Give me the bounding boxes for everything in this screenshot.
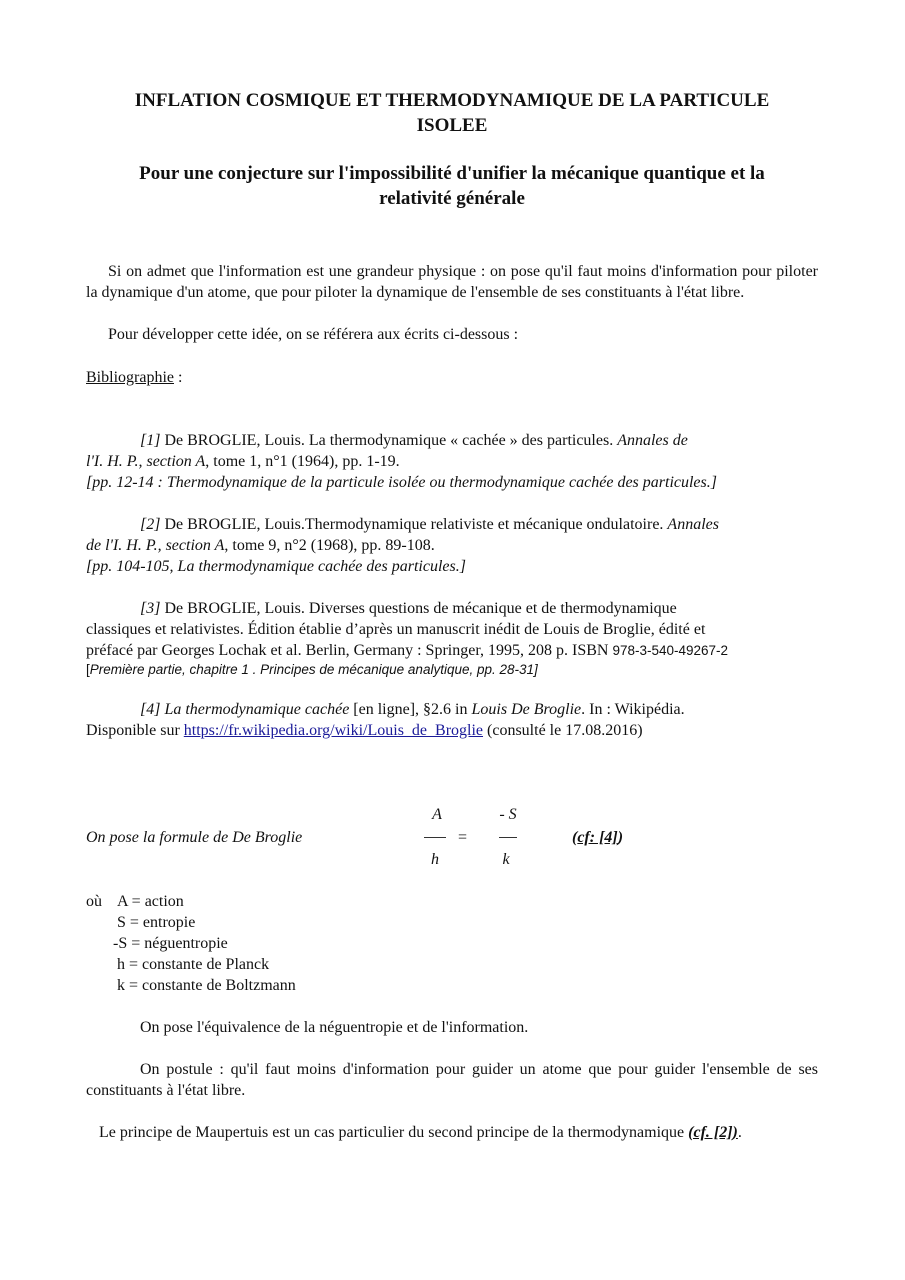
ref-3-number: [3] — [140, 600, 161, 617]
ref-3-publisher: préfacé par Georges Lochak et al. Berlin, Germany : Springer, 1995, 208 p. ISBN — [86, 642, 613, 659]
bibliography-label: Bibliographie — [86, 369, 174, 386]
title-line-1: INFLATION COSMIQUE ET THERMODYNAMIQUE DE LA PARTICULE — [134, 90, 770, 111]
formula-reference — [572, 827, 623, 848]
ref-4-source: . In : Wikipédia. — [581, 701, 685, 718]
maupertuis-end: . — [737, 1124, 742, 1141]
formula-label: On pose la formule de De Broglie — [86, 829, 303, 846]
ref-2-line-1 — [140, 514, 719, 535]
ref-4-number: [4] — [140, 701, 161, 718]
ref-1-journal: Annales de — [617, 432, 688, 449]
definition-planck: h = constante de Planck — [117, 956, 270, 973]
ref-4-title: La thermodynamique cachée — [160, 701, 350, 718]
ref-1-note: [pp. 12-14 : Thermodynamique de la particule isolée ou thermodynamique cachée des particules.] — [86, 474, 717, 491]
definition-entropy: S = entropie — [117, 914, 196, 931]
ref-1-volume: , tome 1, n°1 (1964), pp. 1-19. — [205, 453, 400, 470]
ref-2-number: [2] — [140, 516, 161, 533]
ref-4-book: Louis De Broglie — [471, 701, 582, 718]
formula-cf-link[interactable]: cf: [4] — [577, 829, 618, 846]
document-subtitle — [86, 161, 818, 211]
definition-boltzmann: k = constante de Boltzmann — [117, 977, 296, 994]
ref-4-line-2 — [86, 720, 643, 741]
subtitle-line-2: relativité générale — [379, 188, 525, 209]
formula-equals: = — [458, 829, 468, 846]
ref-3-note — [86, 659, 538, 680]
ref-1-line-2 — [86, 451, 400, 472]
ref-3-isbn: 978-3-540-49267-2 — [612, 643, 729, 658]
ref-4-text: [en ligne], §2.6 in — [349, 701, 472, 718]
ref-2-line-2 — [86, 535, 435, 556]
bibliography-heading — [86, 367, 182, 388]
title-line-2: ISOLEE — [416, 115, 488, 136]
bibliography-colon: : — [173, 369, 183, 386]
ref-1-line-1 — [140, 430, 688, 451]
intro-paragraph: Si on admet que l'information est une grandeur physique : on pose qu'il faut moins d'information pour piloter la dynamique d'un atome, que pour piloter la dynamique de l'ensemble de ses constituants à l'état libre. — [86, 263, 818, 301]
ref-2-journal-cont: de l'I. H. P., section A — [86, 537, 225, 554]
fraction-bar-right — [499, 837, 517, 838]
formula-denominator-left: h — [431, 851, 439, 868]
ref-3-text: De BROGLIE, Louis. Diverses questions de mécanique et de thermodynamique — [160, 600, 677, 617]
maupertuis-cf-link[interactable]: (cf. [2]) — [688, 1124, 738, 1141]
ref-2-volume: , tome 9, n°2 (1968), pp. 89-108. — [224, 537, 435, 554]
ref-2-text: De BROGLIE, Louis.Thermodynamique relativiste et mécanique ondulatoire. — [160, 516, 668, 533]
ref-1-journal-cont: l'I. H. P., section A — [86, 453, 206, 470]
formula-cf-open: ( — [572, 829, 578, 846]
ref-1-text: De BROGLIE, Louis. La thermodynamique « cachée » des particules. — [160, 432, 618, 449]
ref-4-consulted: (consulté le 17.08.2016) — [483, 722, 643, 739]
ref-3-note-text: Première partie, chapitre 1 . Principes de mécanique analytique, pp. 28-31] — [89, 662, 538, 677]
body-paragraph-1: On pose l'équivalence de la néguentropie et de l'information. — [140, 1019, 529, 1036]
maupertuis-text: Le principe de Maupertuis est un cas particulier du second principe de la thermodynamique — [99, 1124, 689, 1141]
definition-action: A = action — [117, 893, 184, 910]
body-paragraph-3 — [86, 1122, 818, 1143]
formula-cf-close: ) — [617, 829, 624, 846]
definitions-prefix: où — [86, 893, 102, 910]
ref-3-line-2: classiques et relativistes. Édition établie d’après un manuscrit inédit de Louis de Broglie, édité et — [86, 621, 706, 638]
ref-3-line-3 — [86, 640, 728, 661]
ref-4-available: Disponible sur — [86, 722, 184, 739]
ref-3-note-bracket: [ — [86, 662, 90, 677]
formula-denominator-right: k — [502, 851, 510, 868]
ref-2-note: [pp. 104-105, La thermodynamique cachée des particules.] — [86, 558, 466, 575]
ref-4-line-1 — [140, 699, 685, 720]
formula-numerator-left: A — [432, 806, 442, 823]
subtitle-line-1: Pour une conjecture sur l'impossibilité d'unifier la mécanique quantique et la — [139, 163, 765, 184]
formula-numerator-right: - S — [499, 806, 517, 823]
definition-negentropy: -S = néguentropie — [113, 935, 228, 952]
intro-paragraph-2: Pour développer cette idée, on se référera aux écrits ci-dessous : — [108, 326, 519, 343]
wikipedia-link[interactable]: https://fr.wikipedia.org/wiki/Louis_de_Broglie — [183, 722, 484, 739]
fraction-bar-left — [424, 837, 446, 838]
ref-2-journal: Annales — [667, 516, 719, 533]
document-title — [86, 88, 818, 138]
ref-3-line-1 — [140, 598, 677, 619]
ref-1-number: [1] — [140, 432, 161, 449]
body-paragraph-2: On postule : qu'il faut moins d'information pour guider un atome que pour guider l'ensemble de ses constituants à l'état libre. — [86, 1061, 818, 1099]
